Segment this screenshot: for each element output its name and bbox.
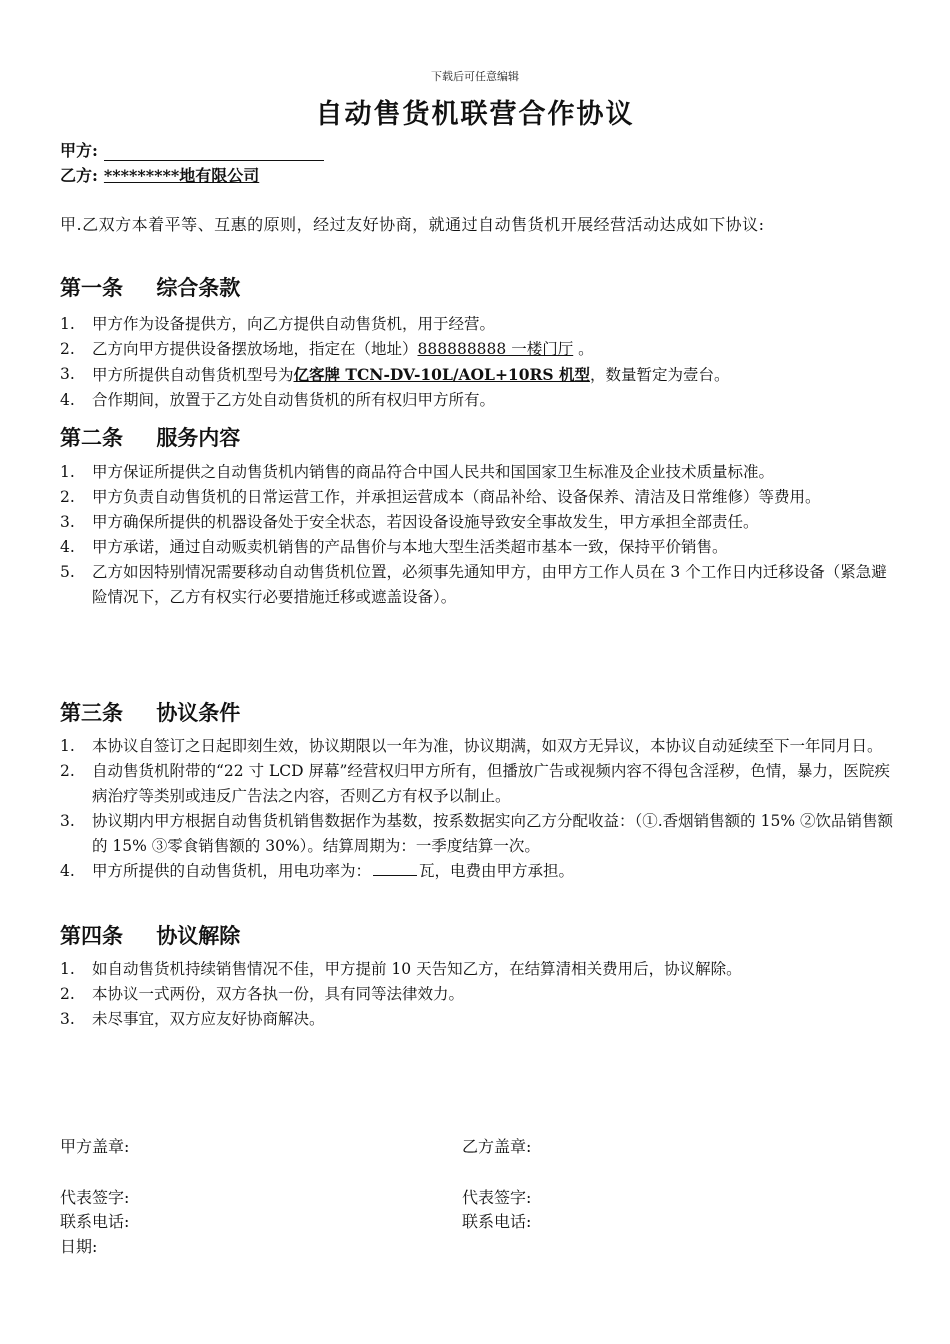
clause-item [60,460,900,485]
clause-item [60,759,900,809]
clause-text: 自动售货机附带的“22 寸 LCD 屏幕”经营权归甲方所有，但播放广告或视频内容不得包含淫秽，色情，暴力，医院疾病治疗等类别或违反广告法之内容，否则乙方有权予以制止。 [92,762,890,805]
clause-item [60,734,900,759]
section-2-heading [60,422,240,452]
clause-number: 1. [60,737,75,755]
section-2-title: 服务内容 [156,425,241,450]
clause-text: 甲方确保所提供的机器设备处于安全状态，若因设备设施导致安全事故发生，甲方承担全部责任。 [92,513,759,531]
clause-number: 1. [60,315,75,333]
clause-text-part: 。 [578,340,594,358]
clause-number: 2. [60,340,75,358]
section-4-heading [60,920,240,950]
section-3-title: 协议条件 [156,700,241,725]
clause-text: 甲方作为设备提供方，向乙方提供自动售货机，用于经营。 [92,315,496,333]
section-2-number: 第二条 [60,425,123,450]
party-a-phone-label: 联系电话: [60,1212,130,1231]
clause-text: 乙方如因特别情况需要移动自动售货机位置，必须事先通知甲方，由甲方工作人员在 3 个工作日内迁移设备（紧急避险情况下，乙方有权实行必要措施迁移或遮盖设备）。 [92,563,887,606]
clause-text: 本协议一式两份，双方各执一份，具有同等法律效力。 [92,985,465,1003]
section-3-number: 第三条 [60,700,123,725]
clause-text: 合作期间，放置于乙方处自动售货机的所有权归甲方所有。 [92,391,496,409]
party-a-line [60,138,324,161]
section-1-number: 第一条 [60,275,123,300]
clause-number: 3. [60,365,75,383]
clause-item [60,535,900,560]
clause-text-part: 甲方所提供自动售货机型号为 [92,366,294,384]
intro-paragraph: 甲.乙双方本着平等、互惠的原则，经过友好协商，就通过自动售货机开展经营活动达成如下协议: [60,215,765,234]
venue-address: 888888888 一楼门厅 [417,340,574,358]
clause-item [60,560,900,610]
party-b-seal-label: 乙方盖章: [462,1137,532,1156]
section-1-title: 综合条款 [156,275,241,300]
section-1-heading [60,272,240,302]
clause-text: 协议期内甲方根据自动售货机销售数据作为基数，按系数据实向乙方分配收益：（①.香烟销售额的 15% ②饮品销售额的 15% ③零食销售额的 30%）。结算周期为：一季度结算一次。 [92,812,893,855]
party-a-seal-label: 甲方盖章: [60,1137,130,1156]
power-blank [373,861,417,876]
clause-text [92,337,900,362]
clause-number: 4. [60,538,75,556]
clause-number: 3. [60,1010,75,1028]
clause-text-part: 瓦，电费由甲方承担。 [419,862,575,880]
section-4-number: 第四条 [60,923,123,948]
party-b-phone-label: 联系电话: [462,1212,532,1231]
clause-number: 5. [60,563,75,581]
date-label: 日期: [60,1237,98,1256]
party-b-label: 乙方: [60,166,98,185]
clause-number: 2. [60,762,75,780]
clause-text: 甲方承诺，通过自动贩卖机销售的产品售价与本地大型生活类超市基本一致，保持平价销售。 [92,538,728,556]
clause-number: 1. [60,463,75,481]
clause-item [60,312,900,337]
header-note: 下载后可任意编辑 [431,70,519,83]
clause-item [60,982,900,1007]
clause-item [60,957,900,982]
clause-text-part: 甲方所提供的自动售货机，用电功率为： [92,862,372,880]
clause-item [60,485,900,510]
clause-item [60,337,900,362]
party-a-blank [104,142,324,161]
clause-item [60,388,900,413]
clause-number: 2. [60,985,75,1003]
party-b-line [60,163,259,186]
clause-number: 4. [60,862,75,880]
clause-number: 3. [60,513,75,531]
party-a-rep-sign-label: 代表签字: [60,1188,130,1207]
clause-number: 2. [60,488,75,506]
clause-text-part: 乙方向甲方提供设备摆放场地，指定在（地址） [92,340,418,358]
party-b-rep-sign-label: 代表签字: [462,1188,532,1207]
clause-text: 本协议自签订之日起即刻生效，协议期限以一年为准，协议期满，如双方无异议，本协议自动延续至下一年同月日。 [92,737,883,755]
clause-item [60,859,900,884]
section-3-clauses [60,734,900,884]
section-4-clauses [60,957,900,1032]
section-4-title: 协议解除 [156,923,241,948]
clause-item [60,809,900,859]
section-1-clauses [60,312,900,413]
clause-text [92,362,900,388]
party-b-name: *********地有限公司 [103,166,260,185]
clause-text: 如自动售货机持续销售情况不佳，甲方提前 10 天告知乙方，在结算清相关费用后，协议解除。 [92,960,742,978]
clause-text [92,859,900,884]
clause-number: 4. [60,391,75,409]
clause-text: 甲方负责自动售货机的日常运营工作，并承担运营成本（商品补给、设备保养、清洁及日常维修）等费用。 [92,488,821,506]
section-2-clauses [60,460,900,610]
machine-model: 亿客牌 TCN-DV-10L/AOL+10RS 机型 [293,365,590,384]
clause-number: 1. [60,960,75,978]
section-3-heading [60,697,240,727]
clause-item [60,362,900,388]
clause-text: 未尽事宜，双方应友好协商解决。 [92,1010,325,1028]
party-a-label: 甲方: [60,141,98,160]
clause-item [60,510,900,535]
clause-text: 甲方保证所提供之自动售货机内销售的商品符合中国人民共和国国家卫生标准及企业技术质量标准。 [92,463,775,481]
clause-item [60,1007,900,1032]
clause-number: 3. [60,812,75,830]
document-title: 自动售货机联营合作协议 [315,99,635,130]
clause-text-part: ，数量暂定为壹台。 [589,366,730,384]
